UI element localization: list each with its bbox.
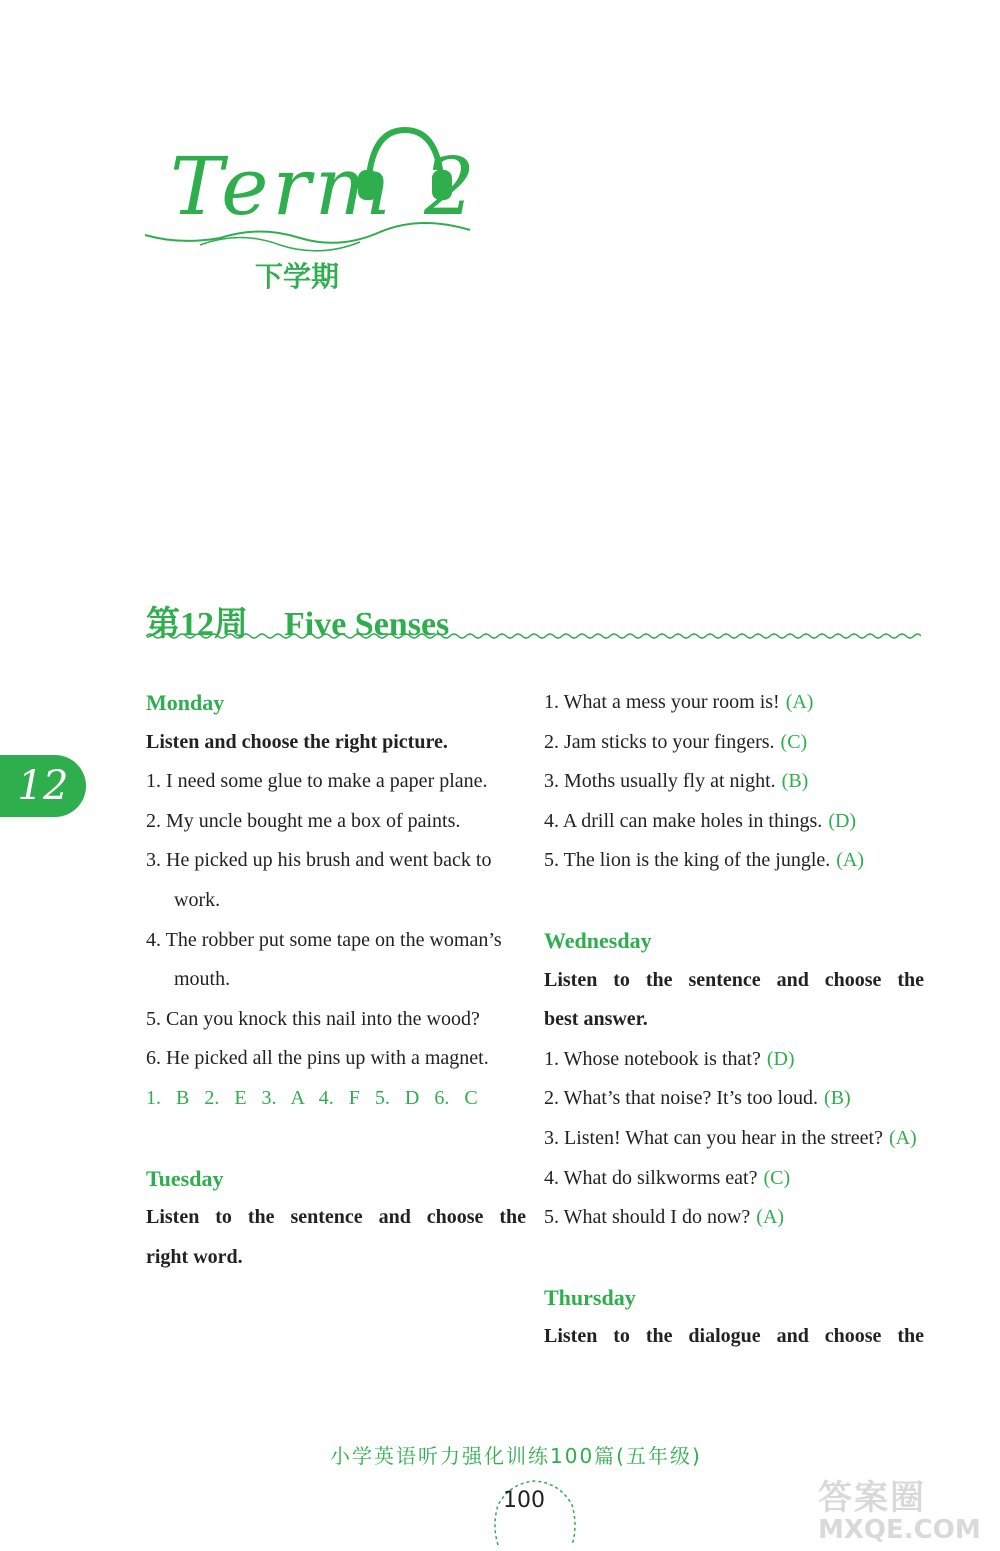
- list-item: 4. What do silkworms eat? (C): [544, 1166, 791, 1189]
- answer-label: (B): [824, 1087, 851, 1110]
- answer-label: (D): [828, 809, 857, 832]
- week-side-tab: [0, 755, 86, 817]
- list-item: 4. A drill can make holes in things. (D): [544, 809, 857, 832]
- answer-label: (A): [888, 1126, 917, 1149]
- book-title: 小学英语听力强化训练100篇(五年级): [330, 1444, 702, 1468]
- thursday-heading: Thursday: [544, 1284, 636, 1310]
- wednesday-instruction-cont: best answer.: [544, 1008, 648, 1031]
- answer-label: (C): [763, 1166, 791, 1189]
- wednesday-heading: Wednesday: [544, 927, 652, 953]
- answer-label: (C): [780, 730, 808, 753]
- list-item: 3. He picked up his brush and went back to work.: [146, 849, 492, 911]
- answer-label: (A): [785, 691, 814, 713]
- watermark: [818, 1470, 998, 1550]
- monday-heading: Monday: [146, 690, 225, 715]
- watermark-bottom: MXQE.COM: [818, 1515, 981, 1545]
- list-item: 1. I need some glue to make a paper plane.: [146, 770, 488, 793]
- list-item: 4. The robber put some tape on the woman’s mouth.: [146, 928, 502, 991]
- list-item: 1. What a mess your room is! (A): [544, 691, 814, 713]
- list-item: 5. What should I do now? (A): [544, 1206, 785, 1229]
- answer-label: (D): [766, 1047, 795, 1070]
- list-item: 6. He picked all the pins up with a magnet.: [146, 1047, 489, 1070]
- page-number: 100: [503, 1488, 545, 1513]
- list-item: 5. The lion is the king of the jungle. (A): [544, 849, 865, 872]
- answer-label: (B): [781, 770, 809, 793]
- term-subtitle: 下学期: [255, 260, 340, 293]
- thursday-instruction: Listen to the dialogue and choose the: [544, 1325, 924, 1348]
- term-title: Term 2: [170, 140, 479, 233]
- week-number: 第12周: [146, 606, 248, 643]
- monday-instruction: Listen and choose the right picture.: [146, 730, 448, 753]
- monday-answers: 1. B 2. E 3. A 4. F 5. D 6. C: [146, 1086, 478, 1109]
- list-item: 2. What’s that noise? It’s too loud. (B): [544, 1087, 851, 1110]
- list-item: 3. Moths usually fly at night. (B): [544, 770, 809, 793]
- watermark-top: 答案圈: [818, 1478, 926, 1518]
- answer-label: (A): [756, 1206, 785, 1229]
- tuesday-instruction: Listen to the sentence and choose the: [146, 1206, 526, 1229]
- right-column: [544, 683, 924, 1357]
- week-topic: Five Senses: [284, 606, 450, 643]
- wednesday-instruction: Listen to the sentence and choose the: [544, 968, 924, 991]
- tuesday-heading: Tuesday: [146, 1165, 224, 1191]
- list-item: 3. Listen! What can you hear in the street? (A): [544, 1126, 917, 1149]
- tuesday-instruction-cont: right word.: [146, 1245, 243, 1268]
- list-item: 2. My uncle bought me a box of paints.: [146, 809, 461, 832]
- list-item: 2. Jam sticks to your fingers. (C): [544, 730, 808, 753]
- answer-label: (A): [836, 849, 865, 872]
- list-item: 1. Whose notebook is that? (D): [544, 1047, 795, 1070]
- wavy-divider: [146, 630, 921, 642]
- left-column: [146, 683, 526, 1277]
- list-item: 5. Can you knock this nail into the wood?: [146, 1007, 480, 1030]
- side-tab-number: 12: [17, 763, 69, 809]
